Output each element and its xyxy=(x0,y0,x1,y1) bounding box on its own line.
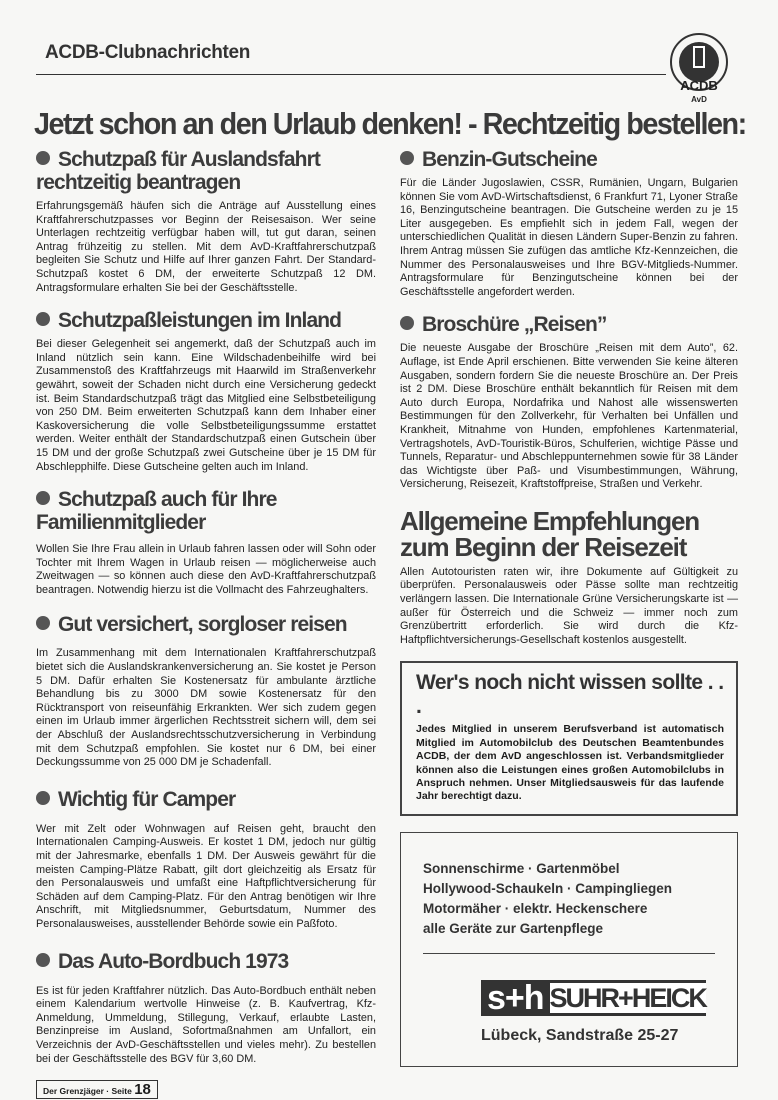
svg-text:AvD: AvD xyxy=(691,95,707,104)
bullet-icon xyxy=(400,151,414,165)
heading-text: Broschüre „Reisen” xyxy=(422,313,607,337)
bullet-icon xyxy=(36,491,50,505)
ad-line: Hollywood-Schaukeln · Campingliegen xyxy=(423,880,673,896)
right-column xyxy=(400,148,738,1067)
svg-text:ACDB: ACDB xyxy=(680,78,718,93)
article xyxy=(36,613,376,769)
bullet-icon xyxy=(36,953,50,967)
article-heading xyxy=(36,788,376,811)
article-body: Im Zusammenhang mit dem Internationalen Kraftfahrerschutzpaß bietet sich die Auslandskrankenversicherung an. Sie kostet je Person 5 DM. Dafür erhalten Sie Kostenersatz für ambulante ärztliche Behandlung bis zu 3000 DM sowie Kostenersatz für den Rücktransport von reiseunfähig Erkrankten. Wer sich zudem gegen einen im Urlaub immer ärgerlichen Rechtsstreit sichern will, dem sei der Abschluß der Auslandsrechtsschutzversicherung in Verbindung mit dem Schutzpaß empfohlen. Sie kostet nur 6 DM, bei einer Deckungssumme von 25 000 DM je Schadenfall. xyxy=(36,647,376,769)
brand-name: SUHR+HEICK xyxy=(549,982,706,1013)
ad-address: Lübeck, Sandstraße 25-27 xyxy=(481,1026,679,1044)
bullet-icon xyxy=(36,312,50,326)
ad-line: Sonnenschirme · Gartenmöbel xyxy=(423,860,620,876)
section-title: ACDB-Clubnachrichten xyxy=(45,42,251,63)
heading-line: zum Beginn der Reisezeit xyxy=(400,531,687,562)
header-rule xyxy=(36,74,666,75)
info-box xyxy=(400,661,738,815)
page-footer xyxy=(36,1080,158,1099)
heading-text: Schutzpaß für Auslandsfahrt rechtzeitig beantragen xyxy=(36,148,320,194)
article-heading xyxy=(36,613,376,636)
article xyxy=(400,148,738,299)
info-box-body: Jedes Mitglied in unserem Berufsverband ist automatisch Mitglied im Automobilclub des Deutschen Beamtenbundes ACDB, der dem AvD angeschlossen ist. Verbandsmitglieder können also die Leistungen eines großen Automobilclubs in Anspruch nehmen. Unser Mitgliedsausweis für das laufende Jahr berechtigt dazu. xyxy=(416,723,724,803)
bullet-icon xyxy=(400,316,414,330)
left-column xyxy=(36,148,376,1099)
article xyxy=(36,309,376,474)
article-heading xyxy=(400,148,738,171)
ad-line: alle Geräte zur Gartenpflege xyxy=(423,920,604,936)
page-headline: Jetzt schon an den Urlaub denken! - Rechtzeitig bestellen: xyxy=(34,106,746,141)
article-body: Es ist für jeden Kraftfahrer nützlich. Das Auto-Bordbuch enthält neben einem Kalendarium wertvolle Hinweise (z. B. Kaufvertrag, Kfz-Anmeldung, Ummeldung, Stillegung, Verkauf, erlaubte Lasten, Benzinpreise im Ausland, Sofortmaßnahmen am Unfallort, ein Verzeichnis der AvD-Geschäftsstellen und vieles mehr). Zu bestellen bei der Geschäftsstelle des BGV für 3,60 DM. xyxy=(36,984,376,1065)
article-heading xyxy=(36,309,376,332)
article-body: Erfahrungsgemäß häufen sich die Anträge auf Ausstellung eines Kraftfahrerschutzpasses vor Beginn der Reisesaison. Wer seine Unterlagen rechtzeitig verfügbar haben will, tut gut daran, seinen Antrag frühzeitig zu stellen. Mit dem AvD-Kraftfahrerschutzpaß begleiten Sie Schutz und Hilfe auf Ihrer ganzen Fahrt. Der Standard-Schutzpaß kostet 6 DM, der erweiterte Schutzpaß 12 DM. Antragsformulare erhalten Sie bei der Geschäftsstelle. xyxy=(36,200,376,294)
heading-text: Benzin-Gutscheine xyxy=(422,148,597,171)
page-number: 18 xyxy=(134,1081,151,1099)
article xyxy=(36,488,376,597)
ad-line: Motormäher · elektr. Heckenschere xyxy=(423,900,648,916)
article-body: Bei dieser Gelegenheit sei angemerkt, daß der Schutzpaß auch im Inland nützlich sein kann. Eine Wildschadenbeihilfe wird bei Zusammenstoß des Kraftfahrzeugs mit Haarwild im Straßenverkehr gewährt, soweit der Schaden nicht durch eine Versicherung gedeckt ist. Beim Standardschutzpaß trägt das Mitglied eine Selbstbeteiligung von 250 DM. Beim erweiterten Schutzpaß kann dem Inhaber einer Kaskoversicherung die volle Selbstbeteiligungssumme erstattet werden. Weiter enthält der Standardschutzpaß einen Gutschein über 15 DM und der große Schutzpaß zwei Gutscheine über je 15 DM für Abschlepphilfe. Diese Gutscheine gelten auch im Inland. xyxy=(36,338,376,473)
heading-text: Wichtig für Camper xyxy=(58,787,236,811)
bullet-icon xyxy=(36,616,50,630)
article-body: Wer mit Zelt oder Wohnwagen auf Reisen geht, braucht den Internationalen Camping-Ausweis. Er kostet 1 DM, jedoch nur gültig mit der Jahresmarke, ebenfalls 1 DM. Der Ausweis gewährt für die meisten Camping-Plätze Rabatt, gilt dort gleichzeitig als Ersatz für den Personalausweis und umfaßt eine Haftpflichtversicherung für Schäden auf dem Camping-Platz. Für den Antrag benötigen wir Ihre Anschrift, mit Mitgliedsnummer, Geburtsdatum, Nummer des Personalausweises, ausstellender Behörde sowie ein Paßfoto. xyxy=(36,822,376,930)
article xyxy=(400,313,738,492)
article-heading xyxy=(36,488,376,534)
article xyxy=(36,148,376,295)
info-box-title: Wer's noch nicht wissen sollte . . . xyxy=(416,671,724,719)
acdb-logo xyxy=(668,32,730,104)
bullet-icon xyxy=(36,151,50,165)
bullet-icon xyxy=(36,791,50,805)
article-body: Für die Länder Jugoslawien, CSSR, Rumänien, Ungarn, Bulgarien können Sie vom AvD-Wirtschaftsdienst, 6 Frankfurt 71, Lyoner Straße 16, Benzingutscheine beantragen. Die Gutscheine werden zu je 15 Liter ausgegeben. Es empfiehlt sich in jedem Fall, wegen der unterschiedlichen Qualität in diesen Ländern Super-Benzin zu fahren. Ihrem Antrag müssen Sie zufügen das amtliche Kfz-Kennzeichen, die Nummer des Personalausweises und Ihre BGV-Mitglieds-Nummer. Antragsformulare für Benzingutscheine können bei der Geschäftsstelle angefordert werden. xyxy=(400,177,738,298)
footer-label: Der Grenzjäger · Seite xyxy=(43,1086,132,1097)
article-heading xyxy=(36,148,376,194)
recommendations-article xyxy=(400,505,738,648)
article xyxy=(36,788,376,932)
heading-text: Schutzpaßleistungen im Inland xyxy=(58,309,342,333)
brand-logo xyxy=(481,980,706,1016)
heading-text: Gut versichert, sorgloser reisen xyxy=(58,613,347,637)
advertisement xyxy=(400,832,738,1067)
article-body: Allen Autotouristen raten wir, ihre Dokumente auf Gültigkeit zu überprüfen. Personalausweis oder Pässe sollte man rechtzeitig verlängern lassen. Die Internationale Grüne Versicherungskarte ist — außer für Österreich und die Schweiz — immer noch zum Grenzübertritt erforderlich. Sie wird durch die Kfz-Haftpflichtversicherungs-Gesellschaft kostenlos ausgestellt. xyxy=(400,565,738,646)
heading-line: Allgemeine Empfehlungen xyxy=(400,505,699,536)
article-body: Die neueste Ausgabe der Broschüre „Reisen mit dem Auto”, 62. Auflage, ist Ende April erschienen. Bitte verwenden Sie keine älteren Ausgaben, sondern fordern Sie die neueste Broschüre an. Der Preis ist 2 DM. Diese Broschüre enthält bekanntlich für Reisen mit dem Auto durch Europa, Nordafrika und Nahost alle wissenswerten Bestimmungen für den Zollverkehr, für Verhalten bei Unfällen und Krankheit, Mitnahme von Hunden, empfohlenes Kartenmaterial, Vertragshotels, AvD-Touristik-Büros, Schulferien, wichtige Pässe und Tunnels, Reparatur- und Abschleppunternehmen sowie für 38 Länder das Wichtigste über Paß- und Visumbestimmungen, Währung, Versicherung, Reisezeit, Kraftstoffpreise, Straßen und Verkehr. xyxy=(400,342,738,491)
heading-text: Das Auto-Bordbuch 1973 xyxy=(58,949,289,973)
ad-divider xyxy=(423,953,715,954)
article-heading xyxy=(400,313,738,336)
brand-short: s+h xyxy=(487,978,544,1017)
article-body: Wollen Sie Ihre Frau allein in Urlaub fahren lassen oder will Sohn oder Tochter mit Ihrem Wagen in Urlaub reisen — möglicherweise auch Zweitwagen — so können auch diese den AvD-Kraftfahrerschutzpaß beantragen. Notwendig hierzu ist die Vollmacht des Fahrzeughalters. xyxy=(36,543,376,596)
article-heading xyxy=(36,950,376,973)
heading-text: Schutzpaß auch für Ihre Familienmitglieder xyxy=(36,488,277,535)
article-heading xyxy=(400,505,738,562)
article xyxy=(36,950,376,1067)
